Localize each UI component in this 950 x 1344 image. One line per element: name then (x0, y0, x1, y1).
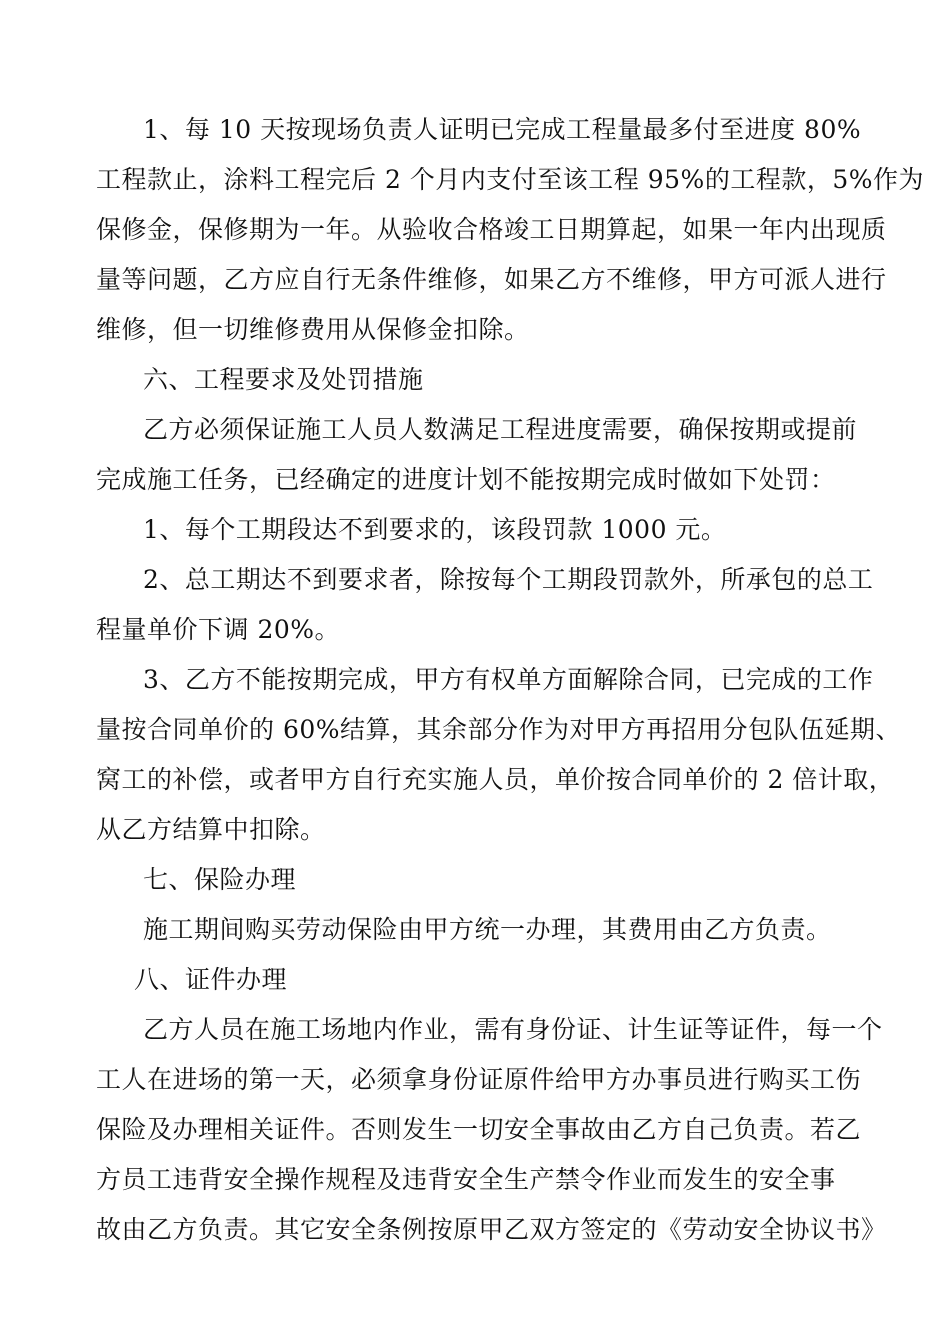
text-line-15: 从乙方结算中扣除。 (96, 815, 326, 844)
text-line-4: 量等问题，乙方应自行无条件维修，如果乙方不维修，甲方可派人进行 (96, 265, 887, 294)
text-line-12: 3、乙方不能按期完成，甲方有权单方面解除合同，已完成的工作 (143, 665, 874, 694)
text-line-23: 故由乙方负责。其它安全条例按原甲乙双方签定的《劳动安全协议书》 (96, 1215, 887, 1244)
text-line-7: 乙方必须保证施工人员人数满足工程进度需要，确保按期或提前 (143, 415, 858, 444)
text-line-17: 施工期间购买劳动保险由甲方统一办理，其费用由乙方负责。 (143, 915, 832, 944)
text-line-3: 保修金，保修期为一年。从验收合格竣工日期算起，如果一年内出现质 (96, 215, 887, 244)
text-line-13: 量按合同单价的 60%结算，其余部分作为对甲方再招用分包队伍延期、 (96, 715, 902, 744)
text-line-2: 工程款止，涂料工程完后 2 个月内支付至该工程 95%的工程款，5%作为 (96, 165, 924, 194)
text-line-8: 完成施工任务，已经确定的进度计划不能按期完成时做如下处罚： (96, 465, 836, 494)
text-line-20: 工人在进场的第一天，必须拿身份证原件给甲方办事员进行购买工伤 (96, 1065, 862, 1094)
text-line-9: 1、每个工期段达不到要求的，该段罚款 1000 元。 (143, 515, 727, 544)
text-line-10: 2、总工期达不到要求者，除按每个工期段罚款外，所承包的总工 (143, 565, 874, 594)
text-line-21: 保险及办理相关证件。否则发生一切安全事故由乙方自己负责。若乙 (96, 1115, 862, 1144)
text-line-14: 窝工的补偿，或者甲方自行充实施人员，单价按合同单价的 2 倍计取， (96, 765, 895, 794)
text-line-1: 1、每 10 天按现场负责人证明已完成工程量最多付至进度 80% (143, 115, 862, 144)
section-heading-8: 八、证件办理 (134, 965, 288, 994)
text-line-22: 方员工违背安全操作规程及违背安全生产禁令作业而发生的安全事 (96, 1165, 836, 1194)
text-line-19: 乙方人员在施工场地内作业，需有身份证、计生证等证件，每一个 (143, 1015, 883, 1044)
text-line-5: 维修，但一切维修费用从保修金扣除。 (96, 315, 530, 344)
section-heading-6: 六、工程要求及处罚措施 (143, 365, 424, 394)
text-line-11: 程量单价下调 20%。 (96, 615, 341, 644)
section-heading-7: 七、保险办理 (143, 865, 297, 894)
